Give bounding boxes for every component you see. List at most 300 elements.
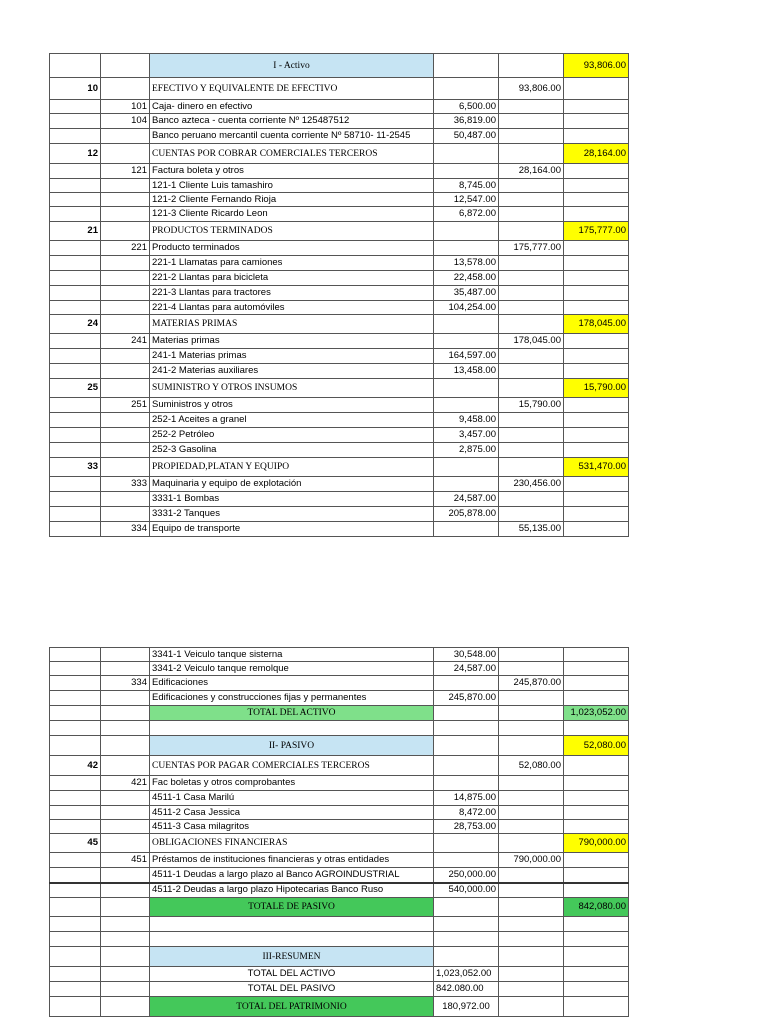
subaccount-code-cell bbox=[101, 820, 150, 834]
activo-table bbox=[49, 53, 629, 537]
description-cell: I - Activo bbox=[150, 54, 434, 78]
account-code-cell bbox=[50, 806, 101, 820]
detail-amount-cell: 30,548.00 bbox=[434, 648, 499, 662]
subaccount-code-cell bbox=[101, 207, 150, 222]
account-code-cell bbox=[50, 736, 101, 756]
detail-amount-cell bbox=[434, 736, 499, 756]
description-cell: 3341-2 Veiculo tanque remolque bbox=[150, 662, 434, 676]
subtotal-amount-cell bbox=[499, 507, 564, 522]
description-cell: 4511-2 Casa Jessica bbox=[150, 806, 434, 820]
description-cell: 241-2 Materias auxiliares bbox=[150, 364, 434, 379]
total-amount-cell bbox=[564, 286, 629, 301]
table-row bbox=[50, 458, 629, 477]
detail-amount-cell bbox=[434, 776, 499, 791]
subtotal-amount-cell bbox=[499, 193, 564, 207]
table-row bbox=[50, 756, 629, 776]
table-row bbox=[50, 129, 629, 144]
subaccount-code-cell bbox=[101, 662, 150, 676]
detail-amount-cell: 35,487.00 bbox=[434, 286, 499, 301]
description-cell: CUENTAS POR PAGAR COMERCIALES TERCEROS bbox=[150, 756, 434, 776]
subtotal-amount-cell bbox=[499, 179, 564, 193]
subaccount-code-cell: 334 bbox=[101, 676, 150, 691]
subaccount-code-cell bbox=[101, 179, 150, 193]
account-code-cell: 33 bbox=[50, 458, 101, 477]
description-cell: Préstamos de instituciones financieras y otras entidades bbox=[150, 853, 434, 868]
subaccount-code-cell: 451 bbox=[101, 853, 150, 868]
table-row bbox=[50, 776, 629, 791]
table-row bbox=[50, 398, 629, 413]
description-cell: 4511-1 Deudas a largo plazo al Banco AGROINDUSTRIAL bbox=[150, 868, 434, 883]
subtotal-amount-cell bbox=[499, 129, 564, 144]
total-amount-cell bbox=[564, 947, 629, 967]
table-row bbox=[50, 179, 629, 193]
description-cell: Fac boletas y otros comprobantes bbox=[150, 776, 434, 791]
table-row bbox=[50, 648, 629, 662]
account-code-cell bbox=[50, 364, 101, 379]
subaccount-code-cell bbox=[101, 982, 150, 997]
detail-amount-cell: 205,878.00 bbox=[434, 507, 499, 522]
account-code-cell bbox=[50, 917, 101, 932]
subaccount-code-cell bbox=[101, 144, 150, 164]
detail-amount-cell: 164,597.00 bbox=[434, 349, 499, 364]
description-cell: TOTALE DE PASIVO bbox=[150, 898, 434, 917]
total-amount-cell bbox=[564, 791, 629, 806]
detail-amount-cell: 9,458.00 bbox=[434, 413, 499, 428]
table-row bbox=[50, 932, 629, 947]
detail-amount-cell bbox=[434, 522, 499, 537]
account-code-cell bbox=[50, 947, 101, 967]
description-cell: 3331-1 Bombas bbox=[150, 492, 434, 507]
total-amount-cell bbox=[564, 756, 629, 776]
account-code-cell bbox=[50, 193, 101, 207]
account-code-cell bbox=[50, 114, 101, 129]
description-cell bbox=[150, 932, 434, 947]
subaccount-code-cell: 333 bbox=[101, 477, 150, 492]
subtotal-amount-cell bbox=[499, 458, 564, 477]
account-code-cell: 24 bbox=[50, 315, 101, 334]
detail-amount-cell: 842.080.00 bbox=[434, 982, 499, 997]
account-code-cell bbox=[50, 241, 101, 256]
table-row bbox=[50, 207, 629, 222]
account-code-cell bbox=[50, 256, 101, 271]
description-cell: 221-3 Llantas para tractores bbox=[150, 286, 434, 301]
subtotal-amount-cell: 93,806.00 bbox=[499, 78, 564, 100]
account-code-cell bbox=[50, 100, 101, 114]
account-code-cell bbox=[50, 648, 101, 662]
detail-amount-cell bbox=[434, 241, 499, 256]
detail-amount-cell bbox=[434, 458, 499, 477]
subaccount-code-cell bbox=[101, 286, 150, 301]
account-code-cell: 25 bbox=[50, 379, 101, 398]
description-cell: Equipo de transporte bbox=[150, 522, 434, 537]
table-row bbox=[50, 721, 629, 736]
table-row bbox=[50, 791, 629, 806]
table-row bbox=[50, 997, 629, 1017]
total-amount-cell: 178,045.00 bbox=[564, 315, 629, 334]
total-amount-cell bbox=[564, 853, 629, 868]
account-code-cell bbox=[50, 522, 101, 537]
detail-amount-cell: 50,487.00 bbox=[434, 129, 499, 144]
total-amount-cell bbox=[564, 207, 629, 222]
detail-amount-cell bbox=[434, 834, 499, 853]
detail-amount-cell: 24,587.00 bbox=[434, 492, 499, 507]
subtotal-amount-cell bbox=[499, 256, 564, 271]
account-code-cell bbox=[50, 507, 101, 522]
account-code-cell: 12 bbox=[50, 144, 101, 164]
table-row bbox=[50, 54, 629, 78]
account-code-cell bbox=[50, 721, 101, 736]
subaccount-code-cell: 334 bbox=[101, 522, 150, 537]
detail-amount-cell: 1,023,052.00 bbox=[434, 967, 499, 982]
description-cell: Edificaciones y construcciones fijas y permanentes bbox=[150, 691, 434, 706]
total-amount-cell bbox=[564, 676, 629, 691]
subtotal-amount-cell: 230,456.00 bbox=[499, 477, 564, 492]
subtotal-amount-cell bbox=[499, 947, 564, 967]
subaccount-code-cell bbox=[101, 315, 150, 334]
detail-amount-cell: 180,972.00 bbox=[434, 997, 499, 1017]
description-cell: TOTAL DEL ACTIVO bbox=[150, 706, 434, 721]
table-row bbox=[50, 662, 629, 676]
subtotal-amount-cell bbox=[499, 982, 564, 997]
account-code-cell bbox=[50, 492, 101, 507]
detail-amount-cell: 13,578.00 bbox=[434, 256, 499, 271]
total-amount-cell bbox=[564, 164, 629, 179]
total-amount-cell bbox=[564, 982, 629, 997]
table-row bbox=[50, 193, 629, 207]
total-amount-cell: 531,470.00 bbox=[564, 458, 629, 477]
table-row bbox=[50, 736, 629, 756]
total-amount-cell bbox=[564, 241, 629, 256]
total-amount-cell bbox=[564, 349, 629, 364]
subtotal-amount-cell bbox=[499, 364, 564, 379]
subtotal-amount-cell: 245,870.00 bbox=[499, 676, 564, 691]
detail-amount-cell: 6,500.00 bbox=[434, 100, 499, 114]
total-amount-cell bbox=[564, 271, 629, 286]
description-cell: 4511-2 Deudas a largo plazo Hipotecarias Banco Ruso bbox=[150, 883, 434, 898]
description-cell: II- PASIVO bbox=[150, 736, 434, 756]
subaccount-code-cell bbox=[101, 791, 150, 806]
subaccount-code-cell bbox=[101, 507, 150, 522]
description-cell: III-RESUMEN bbox=[150, 947, 434, 967]
subaccount-code-cell bbox=[101, 967, 150, 982]
subtotal-amount-cell bbox=[499, 883, 564, 898]
description-cell bbox=[150, 721, 434, 736]
description-cell: Caja- dinero en efectivo bbox=[150, 100, 434, 114]
description-cell: 3341-1 Veiculo tanque sisterna bbox=[150, 648, 434, 662]
description-cell: 4511-3 Casa milagritos bbox=[150, 820, 434, 834]
subaccount-code-cell: 251 bbox=[101, 398, 150, 413]
account-code-cell bbox=[50, 820, 101, 834]
subaccount-code-cell bbox=[101, 301, 150, 315]
total-amount-cell bbox=[564, 507, 629, 522]
description-cell: 221-1 Llamatas para camiones bbox=[150, 256, 434, 271]
description-cell: 221-2 Llantas para bicicleta bbox=[150, 271, 434, 286]
detail-amount-cell bbox=[434, 853, 499, 868]
subtotal-amount-cell bbox=[499, 820, 564, 834]
subtotal-amount-cell bbox=[499, 207, 564, 222]
table-row bbox=[50, 428, 629, 443]
account-code-cell bbox=[50, 982, 101, 997]
account-code-cell bbox=[50, 791, 101, 806]
subtotal-amount-cell bbox=[499, 222, 564, 241]
total-amount-cell bbox=[564, 100, 629, 114]
description-cell: PRODUCTOS TERMINADOS bbox=[150, 222, 434, 241]
total-amount-cell bbox=[564, 883, 629, 898]
account-code-cell bbox=[50, 54, 101, 78]
description-cell: Materias primas bbox=[150, 334, 434, 349]
account-code-cell bbox=[50, 334, 101, 349]
total-amount-cell: 15,790.00 bbox=[564, 379, 629, 398]
subtotal-amount-cell bbox=[499, 428, 564, 443]
account-code-cell bbox=[50, 997, 101, 1017]
table-row bbox=[50, 982, 629, 997]
total-amount-cell bbox=[564, 413, 629, 428]
description-cell: Edificaciones bbox=[150, 676, 434, 691]
subaccount-code-cell bbox=[101, 898, 150, 917]
total-amount-cell bbox=[564, 114, 629, 129]
subtotal-amount-cell bbox=[499, 315, 564, 334]
subaccount-code-cell bbox=[101, 947, 150, 967]
account-code-cell: 45 bbox=[50, 834, 101, 853]
subaccount-code-cell bbox=[101, 721, 150, 736]
activo-table-body bbox=[50, 54, 629, 537]
total-amount-cell bbox=[564, 648, 629, 662]
account-code-cell bbox=[50, 207, 101, 222]
detail-amount-cell bbox=[434, 334, 499, 349]
subaccount-code-cell bbox=[101, 428, 150, 443]
account-code-cell bbox=[50, 271, 101, 286]
subaccount-code-cell bbox=[101, 736, 150, 756]
total-amount-cell bbox=[564, 256, 629, 271]
total-amount-cell bbox=[564, 179, 629, 193]
subtotal-amount-cell bbox=[499, 114, 564, 129]
detail-amount-cell: 104,254.00 bbox=[434, 301, 499, 315]
description-cell: 121-2 Cliente Fernando Rioja bbox=[150, 193, 434, 207]
detail-amount-cell bbox=[434, 379, 499, 398]
description-cell: CUENTAS POR COBRAR COMERCIALES TERCEROS bbox=[150, 144, 434, 164]
table-row bbox=[50, 492, 629, 507]
total-amount-cell: 28,164.00 bbox=[564, 144, 629, 164]
detail-amount-cell: 36,819.00 bbox=[434, 114, 499, 129]
total-amount-cell bbox=[564, 428, 629, 443]
table-row bbox=[50, 114, 629, 129]
subaccount-code-cell bbox=[101, 364, 150, 379]
total-amount-cell bbox=[564, 967, 629, 982]
account-code-cell bbox=[50, 676, 101, 691]
subaccount-code-cell: 241 bbox=[101, 334, 150, 349]
subtotal-amount-cell: 28,164.00 bbox=[499, 164, 564, 179]
subaccount-code-cell bbox=[101, 834, 150, 853]
subtotal-amount-cell bbox=[499, 932, 564, 947]
table-row bbox=[50, 78, 629, 100]
total-amount-cell: 1,023,052.00 bbox=[564, 706, 629, 721]
subtotal-amount-cell: 55,135.00 bbox=[499, 522, 564, 537]
description-cell: Factura boleta y otros bbox=[150, 164, 434, 179]
subaccount-code-cell bbox=[101, 706, 150, 721]
subtotal-amount-cell bbox=[499, 997, 564, 1017]
detail-amount-cell: 14,875.00 bbox=[434, 791, 499, 806]
description-cell: 252-1 Aceites a granel bbox=[150, 413, 434, 428]
account-code-cell: 42 bbox=[50, 756, 101, 776]
table-row bbox=[50, 301, 629, 315]
subtotal-amount-cell bbox=[499, 100, 564, 114]
table-row bbox=[50, 413, 629, 428]
detail-amount-cell bbox=[434, 917, 499, 932]
detail-amount-cell bbox=[434, 477, 499, 492]
total-amount-cell: 790,000.00 bbox=[564, 834, 629, 853]
table-row bbox=[50, 691, 629, 706]
total-amount-cell bbox=[564, 334, 629, 349]
subtotal-amount-cell bbox=[499, 54, 564, 78]
subaccount-code-cell bbox=[101, 349, 150, 364]
table-row bbox=[50, 834, 629, 853]
account-code-cell bbox=[50, 691, 101, 706]
subaccount-code-cell bbox=[101, 413, 150, 428]
total-amount-cell bbox=[564, 776, 629, 791]
subaccount-code-cell bbox=[101, 222, 150, 241]
subtotal-amount-cell bbox=[499, 648, 564, 662]
subtotal-amount-cell bbox=[499, 413, 564, 428]
detail-amount-cell bbox=[434, 164, 499, 179]
description-cell: 3331-2 Tanques bbox=[150, 507, 434, 522]
total-amount-cell bbox=[564, 662, 629, 676]
subaccount-code-cell bbox=[101, 492, 150, 507]
total-amount-cell bbox=[564, 492, 629, 507]
subaccount-code-cell bbox=[101, 868, 150, 883]
subaccount-code-cell bbox=[101, 271, 150, 286]
detail-amount-cell: 28,753.00 bbox=[434, 820, 499, 834]
total-amount-cell bbox=[564, 691, 629, 706]
subtotal-amount-cell bbox=[499, 868, 564, 883]
account-code-cell bbox=[50, 898, 101, 917]
subtotal-amount-cell bbox=[499, 721, 564, 736]
subtotal-amount-cell bbox=[499, 776, 564, 791]
subtotal-amount-cell: 52,080.00 bbox=[499, 756, 564, 776]
detail-amount-cell: 8,745.00 bbox=[434, 179, 499, 193]
account-code-cell bbox=[50, 286, 101, 301]
detail-amount-cell bbox=[434, 721, 499, 736]
table-row bbox=[50, 706, 629, 721]
detail-amount-cell bbox=[434, 756, 499, 776]
subtotal-amount-cell bbox=[499, 691, 564, 706]
description-cell: 241-1 Materias primas bbox=[150, 349, 434, 364]
description-cell: Suministros y otros bbox=[150, 398, 434, 413]
table-row bbox=[50, 256, 629, 271]
total-amount-cell bbox=[564, 806, 629, 820]
subtotal-amount-cell bbox=[499, 144, 564, 164]
subaccount-code-cell bbox=[101, 806, 150, 820]
subaccount-code-cell bbox=[101, 443, 150, 458]
subaccount-code-cell bbox=[101, 917, 150, 932]
subtotal-amount-cell bbox=[499, 834, 564, 853]
subtotal-amount-cell bbox=[499, 706, 564, 721]
table-row bbox=[50, 334, 629, 349]
total-amount-cell bbox=[564, 917, 629, 932]
description-cell: PROPIEDAD,PLATAN Y EQUIPO bbox=[150, 458, 434, 477]
subtotal-amount-cell bbox=[499, 806, 564, 820]
detail-amount-cell: 250,000.00 bbox=[434, 868, 499, 883]
detail-amount-cell: 6,872.00 bbox=[434, 207, 499, 222]
subaccount-code-cell bbox=[101, 648, 150, 662]
detail-amount-cell: 13,458.00 bbox=[434, 364, 499, 379]
table-row bbox=[50, 898, 629, 917]
account-code-cell: 10 bbox=[50, 78, 101, 100]
subaccount-code-cell: 101 bbox=[101, 100, 150, 114]
subaccount-code-cell: 104 bbox=[101, 114, 150, 129]
table-row bbox=[50, 286, 629, 301]
account-code-cell bbox=[50, 967, 101, 982]
table-row bbox=[50, 917, 629, 932]
description-cell: 121-3 Cliente Ricardo Leon bbox=[150, 207, 434, 222]
subaccount-code-cell bbox=[101, 78, 150, 100]
subtotal-amount-cell bbox=[499, 286, 564, 301]
pasivo-resumen-table bbox=[49, 647, 629, 1017]
total-amount-cell bbox=[564, 477, 629, 492]
total-amount-cell: 175,777.00 bbox=[564, 222, 629, 241]
description-cell: SUMINISTRO Y OTROS INSUMOS bbox=[150, 379, 434, 398]
subtotal-amount-cell: 175,777.00 bbox=[499, 241, 564, 256]
subaccount-code-cell bbox=[101, 379, 150, 398]
subaccount-code-cell bbox=[101, 997, 150, 1017]
description-cell: 121-1 Cliente Luis tamashiro bbox=[150, 179, 434, 193]
detail-amount-cell bbox=[434, 54, 499, 78]
subaccount-code-cell: 221 bbox=[101, 241, 150, 256]
subtotal-amount-cell bbox=[499, 898, 564, 917]
account-code-cell bbox=[50, 443, 101, 458]
subtotal-amount-cell bbox=[499, 379, 564, 398]
account-code-cell bbox=[50, 776, 101, 791]
total-amount-cell bbox=[564, 997, 629, 1017]
detail-amount-cell: 3,457.00 bbox=[434, 428, 499, 443]
total-amount-cell bbox=[564, 820, 629, 834]
account-code-cell bbox=[50, 398, 101, 413]
total-amount-cell bbox=[564, 301, 629, 315]
table-row bbox=[50, 947, 629, 967]
table-row bbox=[50, 883, 629, 898]
description-cell: TOTAL DEL ACTIVO bbox=[150, 967, 434, 982]
description-cell: EFECTIVO Y EQUIVALENTE DE EFECTIVO bbox=[150, 78, 434, 100]
table-row bbox=[50, 144, 629, 164]
subtotal-amount-cell bbox=[499, 791, 564, 806]
subaccount-code-cell bbox=[101, 932, 150, 947]
account-code-cell bbox=[50, 164, 101, 179]
description-cell: TOTAL DEL PASIVO bbox=[150, 982, 434, 997]
subaccount-code-cell bbox=[101, 883, 150, 898]
total-amount-cell: 93,806.00 bbox=[564, 54, 629, 78]
description-cell: Maquinaria y equipo de explotación bbox=[150, 477, 434, 492]
total-amount-cell bbox=[564, 522, 629, 537]
detail-amount-cell bbox=[434, 947, 499, 967]
detail-amount-cell: 12,547.00 bbox=[434, 193, 499, 207]
table-row bbox=[50, 443, 629, 458]
account-code-cell bbox=[50, 868, 101, 883]
table-row bbox=[50, 315, 629, 334]
account-code-cell bbox=[50, 853, 101, 868]
total-amount-cell bbox=[564, 443, 629, 458]
table-row bbox=[50, 820, 629, 834]
detail-amount-cell bbox=[434, 398, 499, 413]
subaccount-code-cell bbox=[101, 256, 150, 271]
description-cell: MATERIAS PRIMAS bbox=[150, 315, 434, 334]
table-row bbox=[50, 164, 629, 179]
table-row bbox=[50, 522, 629, 537]
detail-amount-cell bbox=[434, 222, 499, 241]
detail-amount-cell bbox=[434, 78, 499, 100]
detail-amount-cell: 2,875.00 bbox=[434, 443, 499, 458]
description-cell: Producto terminados bbox=[150, 241, 434, 256]
subtotal-amount-cell: 15,790.00 bbox=[499, 398, 564, 413]
table-row bbox=[50, 967, 629, 982]
